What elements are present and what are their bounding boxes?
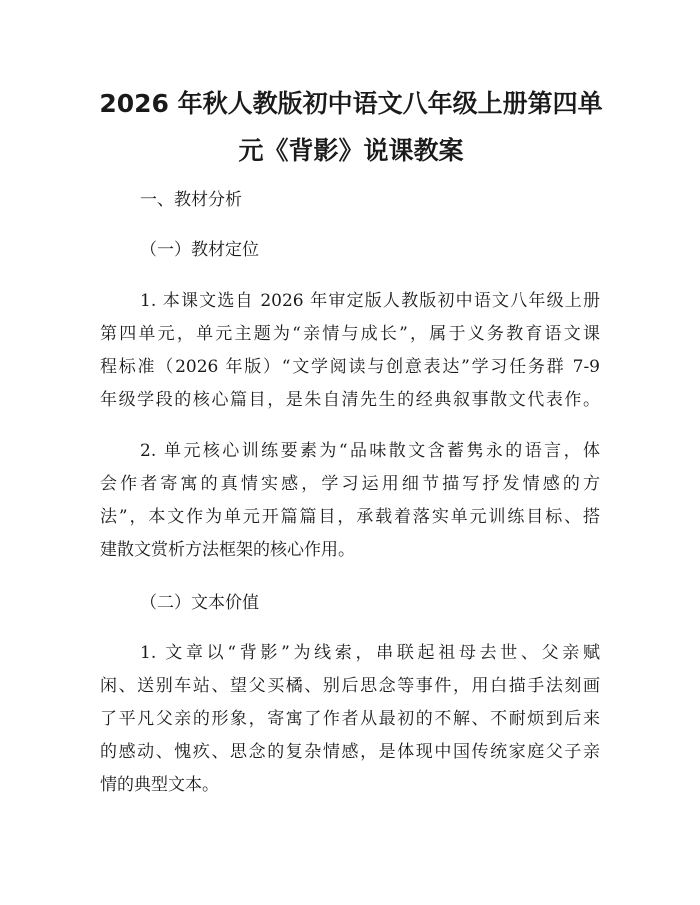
paragraph-3-line-3: 了平凡父亲的形象，寄寓了作者从最初的不解、不耐烦到后来 xyxy=(100,709,600,729)
paragraph-1-line-4: 年级学段的核心篇目，是朱自清先生的经典叙事散文代表作。 xyxy=(100,390,600,410)
paragraph-1-line-1: 1. 本课文选自 2026 年审定版人教版初中语文八年级上册 xyxy=(140,291,600,311)
paragraph-1-line-3: 程标准（2026 年版）“文学阅读与创意表达”学习任务群 7-9 xyxy=(100,357,600,377)
document-title-line-1: 2026 年秋人教版初中语文八年级上册第四单 xyxy=(99,89,603,118)
document-title-line-2: 元《背影》说课教案 xyxy=(238,136,464,165)
paragraph-1-line-2: 第四单元，单元主题为“亲情与成长”，属于义务教育语文课 xyxy=(100,324,600,344)
subsection-heading-material-positioning: （一）教材定位 xyxy=(140,240,259,260)
paragraph-3-line-4: 的感动、愧疚、思念的复杂情感，是体现中国传统家庭父子亲 xyxy=(100,742,600,762)
paragraph-2-line-3: 法”，本文作为单元开篇篇目，承载着落实单元训练目标、搭 xyxy=(100,507,600,527)
paragraph-3-line-1: 1. 文章以“背影”为线索，串联起祖母去世、父亲赋 xyxy=(140,643,600,663)
paragraph-3-line-2: 闲、送别车站、望父买橘、别后思念等事件，用白描手法刻画 xyxy=(100,676,600,696)
paragraph-2-line-4: 建散文赏析方法框架的核心作用。 xyxy=(100,540,355,560)
section-heading-teaching-material-analysis: 一、教材分析 xyxy=(140,190,242,210)
subsection-heading-text-value: （二）文本价值 xyxy=(140,593,259,613)
paragraph-3-line-5: 情的典型文本。 xyxy=(100,775,219,795)
paragraph-2 xyxy=(100,439,600,571)
paragraph-2-line-1: 2. 单元核心训练要素为“品味散文含蓄隽永的语言，体 xyxy=(140,441,600,461)
paragraph-1 xyxy=(100,289,600,421)
paragraph-2-line-2: 会作者寄寓的真情实感，学习运用细节描写抒发情感的方 xyxy=(100,474,600,494)
paragraph-3 xyxy=(100,641,600,806)
